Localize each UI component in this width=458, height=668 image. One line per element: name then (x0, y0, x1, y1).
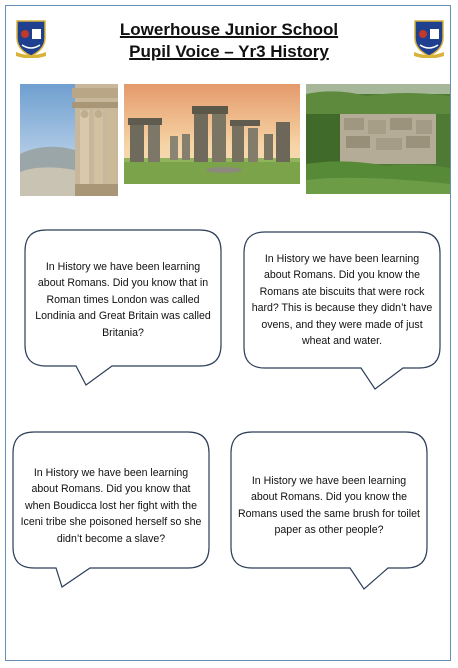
page-subtitle-heading: Pupil Voice – Yr3 History (129, 42, 329, 61)
caryatids-photo (20, 84, 118, 196)
school-name-heading: Lowerhouse Junior School (119, 20, 339, 39)
speech-bubble-4-text: In History we have been learning about Romans. Did you know the Romans used the same brush for toilet paper as other people? (238, 475, 420, 537)
speech-bubble-4 (230, 431, 428, 591)
speech-bubble-3-text: In History we have been learning about Romans. Did you know that when Boudicca lost her fight with the Iceni tribe she poisoned herself so she didn’t become a slave? (20, 467, 202, 545)
speech-bubble-1-text: In History we have been learning about Romans. Did you know that in Roman times London was called Londinia and Great Britain was called Britania? (35, 261, 211, 339)
speech-bubble-1 (24, 229, 222, 389)
roman-wall-photo (306, 84, 450, 194)
speech-bubble-3 (12, 431, 210, 591)
speech-bubble-2 (243, 231, 441, 391)
stonehenge-photo (124, 84, 300, 184)
speech-bubble-2-text: In History we have been learning about Romans. Did you know the Romans ate biscuits that were rock hard? This is because they didn’t have ovens, and they were made of just wheat and water. (251, 253, 433, 348)
